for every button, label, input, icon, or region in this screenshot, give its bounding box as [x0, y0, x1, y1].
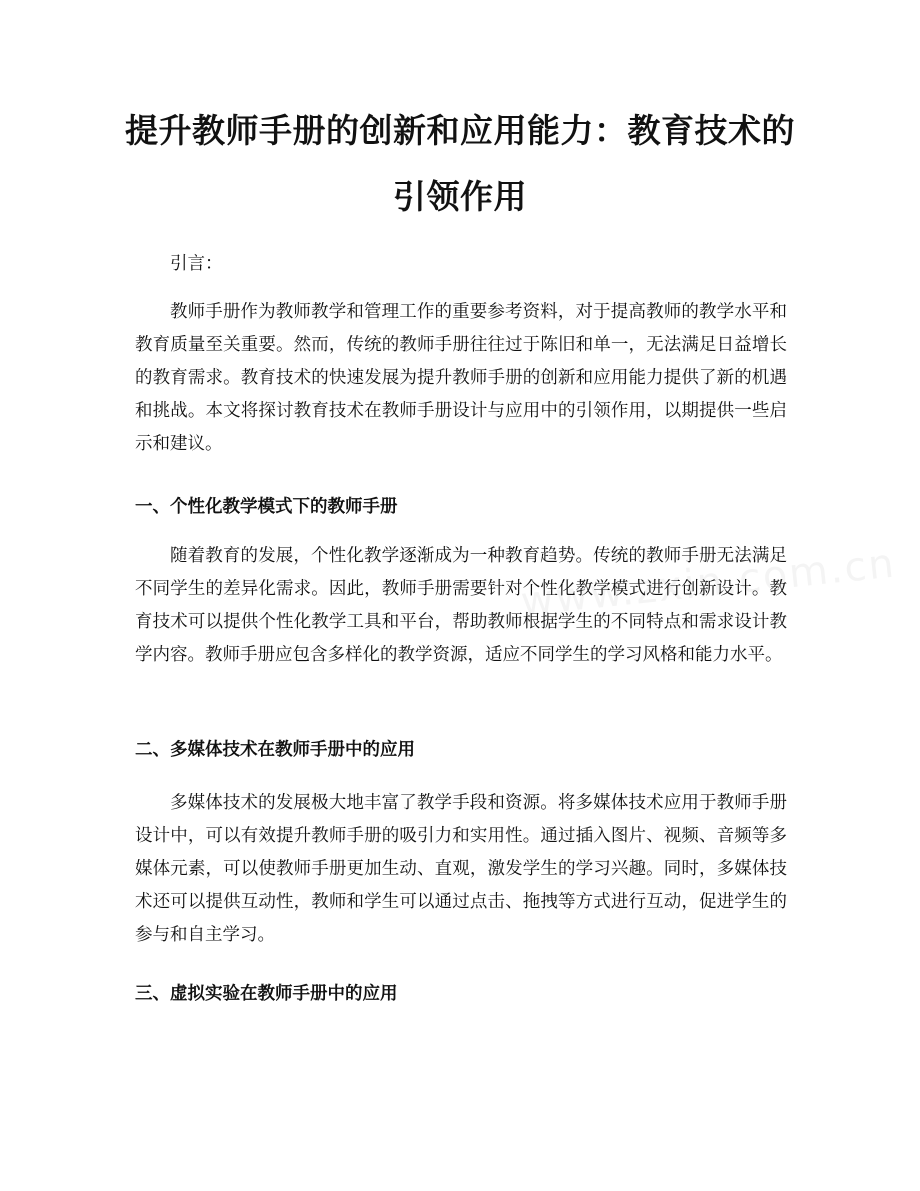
section-heading-3: 三、虚拟实验在教师手册中的应用 — [135, 984, 398, 1004]
intro-label: 引言： — [170, 254, 223, 274]
section-paragraph-2: 多媒体技术的发展极大地丰富了教学手段和资源。将多媒体技术应用于教师手册设计中，可以有效提升教师手册的吸引力和实用性。通过插入图片、视频、音频等多媒体元素，可以使教师手册更加生动、直观，激发学生的学习兴趣。同时，多媒体技术还可以提供互动性，教师和学生可以通过点击、拖拽等方式进行互动，促进学生的参与和自主学习。 — [135, 793, 787, 945]
intro-paragraph: 教师手册作为教师教学和管理工作的重要参考资料，对于提高教师的教学水平和教育质量至关重要。然而，传统的教师手册往往过于陈旧和单一，无法满足日益增长的教育需求。教育技术的快速发展为提升教师手册的创新和应用能力提供了新的机遇和挑战。本文将探讨教育技术在教师手册设计与应用中的引领作用，以期提供一些启示和建议。 — [135, 302, 787, 454]
section-heading-2: 二、多媒体技术在教师手册中的应用 — [135, 740, 415, 760]
document-title: 提升教师手册的创新和应用能力：教育技术的引领作用 — [125, 111, 795, 216]
section-heading-1: 一、个性化教学模式下的教师手册 — [135, 497, 398, 517]
section-paragraph-1: 随着教育的发展，个性化教学逐渐成为一种教育趋势。传统的教师手册无法满足不同学生的差异化需求。因此，教师手册需要针对个性化教学模式进行创新设计。教育技术可以提供个性化教学工具和平台，帮助教师根据学生的不同特点和需求设计教学内容。教师手册应包含多样化的教学资源，适应不同学生的学习风格和能力水平。 — [135, 546, 787, 665]
